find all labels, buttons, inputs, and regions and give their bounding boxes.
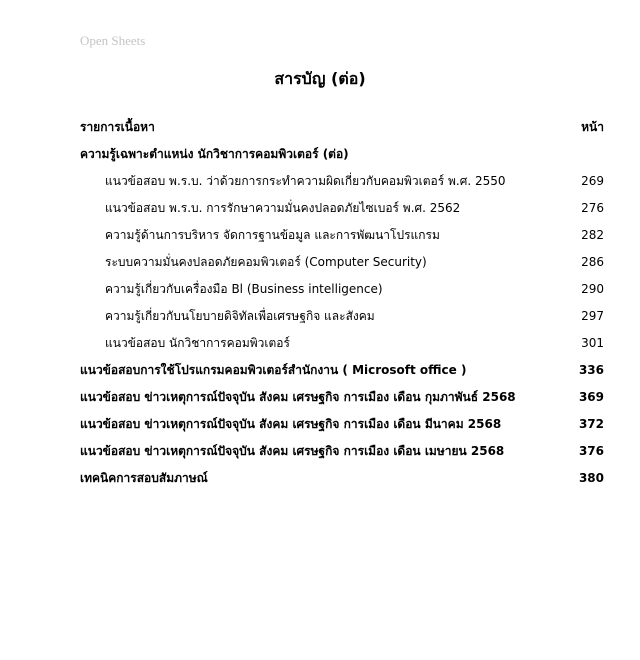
toc-entry-text: ความรู้ด้านการบริหาร จัดการฐานข้อมูล และการพัฒนาโปรแกรม: [105, 228, 440, 242]
toc-header: [80, 116, 604, 138]
toc-entry-text: เทคนิคการสอบสัมภาษณ์: [80, 471, 208, 485]
toc-entry: [80, 224, 604, 246]
toc-entry-text: แนวข้อสอบ พ.ร.บ. การรักษาความมั่นคงปลอดภัยไซเบอร์ พ.ศ. 2562: [105, 201, 461, 215]
toc-entry-page: 380: [578, 471, 604, 485]
toc-entry-text: แนวข้อสอบการใช้โปรแกรมคอมพิวเตอร์สำนักงาน ( Microsoft office ): [80, 363, 467, 377]
toc-entry-text: ความรู้เฉพาะตำแหน่ง นักวิชาการคอมพิวเตอร์ (ต่อ): [80, 147, 349, 161]
toc-entry-text: แนวข้อสอบ พ.ร.บ. ว่าด้วยการกระทำความผิดเกี่ยวกับคอมพิวเตอร์ พ.ศ. 2550: [105, 174, 506, 188]
toc-entry-page: 276: [581, 201, 604, 215]
toc-entry-text: แนวข้อสอบ ข่าวเหตุการณ์ปัจจุบัน สังคม เศรษฐกิจ การเมือง เดือน เมษายน 2568: [80, 444, 505, 458]
toc-entry-page: 372: [578, 417, 604, 431]
toc-entry-text: ความรู้เกี่ยวกับเครื่องมือ Bl (Business intelligence): [105, 282, 383, 296]
toc-entry-text: แนวข้อสอบ นักวิชาการคอมพิวเตอร์: [105, 336, 290, 350]
toc-header-page-label: หน้า: [581, 120, 604, 134]
toc-entry-page: 336: [578, 363, 604, 377]
toc-entry: [80, 278, 604, 300]
toc-entry: [80, 467, 604, 489]
toc-entry-page: 269: [581, 174, 604, 188]
toc-entry-page: 282: [581, 228, 604, 242]
toc-entry-text: แนวข้อสอบ ข่าวเหตุการณ์ปัจจุบัน สังคม เศรษฐกิจ การเมือง เดือน กุมภาพันธ์ 2568: [80, 390, 516, 404]
toc-entry-text: ความรู้เกี่ยวกับนโยบายดิจิทัลเพื่อเศรษฐกิจ และสังคม: [105, 309, 375, 323]
toc-entry: [80, 413, 604, 435]
watermark-text: Open Sheets: [80, 33, 146, 48]
page-title: สารบัญ (ต่อ): [274, 69, 366, 88]
toc-header-label: รายการเนื้อหา: [80, 120, 155, 134]
toc-entry-page: 369: [578, 390, 604, 404]
toc-entry-text: ระบบความมั่นคงปลอดภัยคอมพิวเตอร์ (Computer Security): [105, 255, 427, 269]
toc-entry: [80, 359, 604, 381]
toc-entry: [80, 251, 604, 273]
toc-entry: [80, 440, 604, 462]
toc-entry-page: 286: [581, 255, 604, 269]
toc-entry-page: 290: [581, 282, 604, 296]
toc-entry: [80, 332, 604, 354]
toc-entry: [80, 170, 604, 192]
toc-entry-page: 376: [578, 444, 604, 458]
toc-entry-text: แนวข้อสอบ ข่าวเหตุการณ์ปัจจุบัน สังคม เศรษฐกิจ การเมือง เดือน มีนาคม 2568: [80, 417, 502, 431]
toc-entry: [80, 305, 604, 327]
toc-entry-page: 301: [581, 336, 604, 350]
toc-entry: [80, 197, 604, 219]
toc-entry: [80, 143, 604, 165]
toc-entry-page: 297: [581, 309, 604, 323]
toc-entry: [80, 386, 604, 408]
